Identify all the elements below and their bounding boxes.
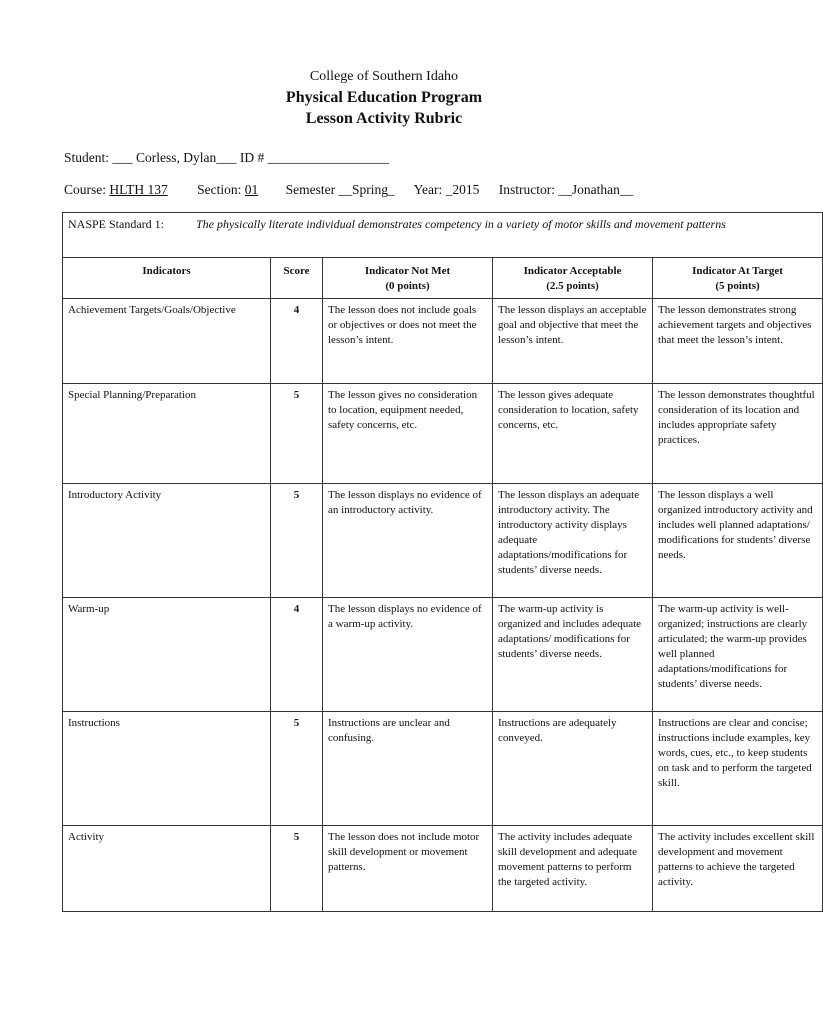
score-cell: 4 — [271, 299, 323, 384]
indicator-cell: Warm-up — [63, 598, 271, 712]
table-row — [63, 484, 823, 598]
id-value: __________________ — [267, 150, 390, 165]
target-cell: The activity includes excellent skill development and movement patterns to achieve the targeted activity. — [653, 826, 823, 912]
section-label: Section: — [197, 182, 242, 197]
table-row — [63, 826, 823, 912]
col-target: Indicator At Target (5 points) — [653, 258, 823, 299]
acceptable-cell: The lesson gives adequate consideration to location, safety concerns, etc. — [493, 384, 653, 484]
program-title: Physical Education Program — [285, 89, 483, 106]
score-cell: 5 — [271, 712, 323, 826]
rubric-title: Lesson Activity Rubric — [305, 110, 463, 127]
col-score: Score — [271, 258, 323, 299]
table-row — [63, 299, 823, 384]
target-cell: Instructions are clear and concise; instructions include examples, key words, cues, etc., to keep students on task and to perform the targeted skill. — [653, 712, 823, 826]
target-cell: The lesson displays a well organized introductory activity and includes well planned adaptations/ modifications for students’ diverse needs. — [653, 484, 823, 598]
student-value: ___ Corless, Dylan___ — [112, 150, 237, 165]
acceptable-cell: The warm-up activity is organized and includes adequate adaptations/ modifications for students’ diverse needs. — [493, 598, 653, 712]
instructor-value: __Jonathan__ — [558, 182, 634, 197]
header-row — [63, 258, 823, 299]
standard-label: NASPE Standard 1: — [68, 217, 164, 231]
score-cell: 5 — [271, 484, 323, 598]
indicator-cell: Achievement Targets/Goals/Objective — [63, 299, 271, 384]
not-met-cell: The lesson gives no consideration to location, equipment needed, safety concerns, etc. — [323, 384, 493, 484]
table-row — [63, 712, 823, 826]
acceptable-cell: The lesson displays an adequate introductory activity. The introductory activity displays adequate adaptations/modifications for students’ diverse needs. — [493, 484, 653, 598]
target-cell: The lesson demonstrates thoughtful consideration of its location and includes appropriate safety practices. — [653, 384, 823, 484]
score-cell: 5 — [271, 826, 323, 912]
col-indicators: Indicators — [63, 258, 271, 299]
year-label: Year: — [413, 182, 443, 197]
course-value: HLTH 137 — [109, 182, 168, 197]
target-cell: The lesson demonstrates strong achievement targets and objectives that meet the lesson’s intent. — [653, 299, 823, 384]
score-cell: 4 — [271, 598, 323, 712]
acceptable-cell: The activity includes adequate skill development and adequate movement patterns to perform the targeted activity. — [493, 826, 653, 912]
not-met-cell: The lesson displays no evidence of an introductory activity. — [323, 484, 493, 598]
table-row — [63, 384, 823, 484]
acceptable-cell: Instructions are adequately conveyed. — [493, 712, 653, 826]
course-line — [64, 182, 633, 198]
college-name: College of Southern Idaho — [309, 69, 459, 84]
year-value: _2015 — [445, 182, 480, 197]
indicator-cell: Instructions — [63, 712, 271, 826]
not-met-cell: The lesson does not include goals or objectives or does not meet the lesson’s intent. — [323, 299, 493, 384]
student-line — [64, 150, 389, 166]
not-met-cell: The lesson does not include motor skill development or movement patterns. — [323, 826, 493, 912]
indicator-cell: Special Planning/Preparation — [63, 384, 271, 484]
standard-text: The physically literate individual demonstrates competency in a variety of motor skills and movement patterns — [196, 217, 726, 231]
section-value: 01 — [244, 182, 259, 197]
acceptable-cell: The lesson displays an acceptable goal and objective that meet the lesson’s intent. — [493, 299, 653, 384]
standard-row — [63, 213, 823, 258]
standard-cell — [63, 213, 823, 258]
id-label: ID # — [239, 150, 265, 165]
target-cell: The warm-up activity is well-organized; instructions are clearly articulated; the warm-up provides well planned adaptations/modifications for students’ diverse needs. — [653, 598, 823, 712]
table-row — [63, 598, 823, 712]
score-cell: 5 — [271, 384, 323, 484]
student-label: Student: — [64, 150, 110, 165]
not-met-cell: The lesson displays no evidence of a warm-up activity. — [323, 598, 493, 712]
semester-label: Semester — [285, 182, 336, 197]
col-acceptable: Indicator Acceptable (2.5 points) — [493, 258, 653, 299]
rubric-table — [62, 212, 823, 912]
col-not-met: Indicator Not Met (0 points) — [323, 258, 493, 299]
not-met-cell: Instructions are unclear and confusing. — [323, 712, 493, 826]
instructor-label: Instructor: — [498, 182, 556, 197]
indicator-cell: Activity — [63, 826, 271, 912]
course-label: Course: — [64, 182, 106, 197]
semester-value: __Spring_ — [338, 182, 395, 197]
indicator-cell: Introductory Activity — [63, 484, 271, 598]
